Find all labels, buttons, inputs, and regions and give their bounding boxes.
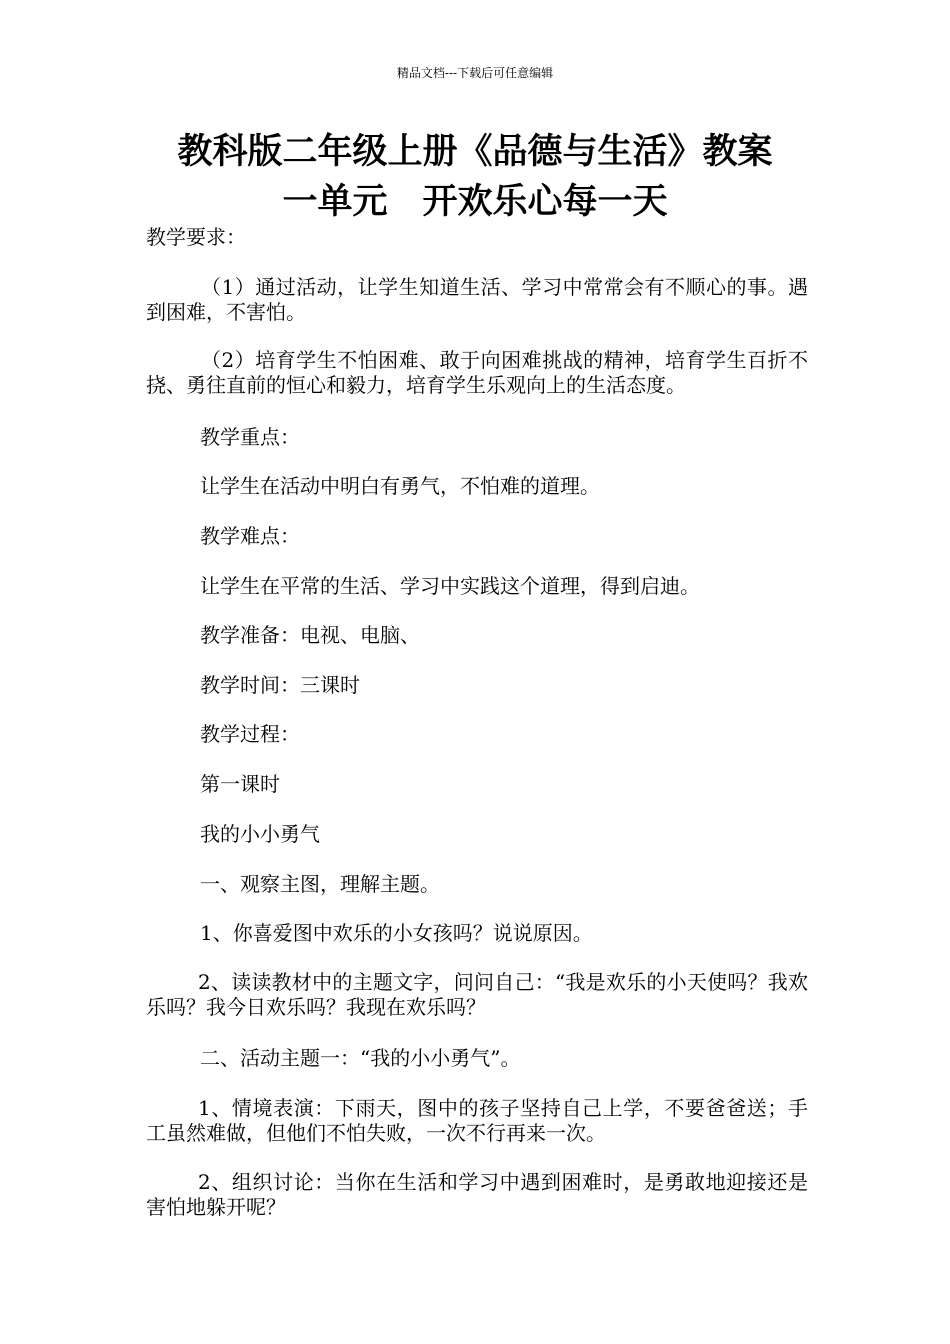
- lesson-heading: 第一课时: [200, 772, 280, 796]
- teaching-process-heading: 教学过程：: [200, 722, 300, 746]
- section-1-heading: 一、观察主图，理解主题。: [200, 872, 440, 896]
- key-points-heading: 教学重点：: [200, 425, 300, 449]
- activity-1: 1、情境表演：下雨天，图中的孩子坚持自己上学，不要爸爸送；手工虽然难做，但他们不怕失败，一次不行再来一次。: [146, 1096, 808, 1145]
- lesson-title: 我的小小勇气: [200, 822, 320, 846]
- difficulties-heading: 教学难点：: [200, 524, 300, 548]
- key-points-text: 让学生在活动中明白有勇气，不怕难的道理。: [200, 474, 600, 498]
- item-2: 2、读读教材中的主题文字，问问自己：“我是欢乐的小天使吗？我欢乐吗？我今日欢乐吗？我现在欢乐吗？: [146, 970, 808, 1019]
- teaching-requirements-heading: 教学要求：: [146, 225, 246, 249]
- section-2-heading: 二、活动主题一：“我的小小勇气”。: [200, 1046, 521, 1070]
- document-title: 教科版二年级上册《品德与生活》教案: [177, 131, 773, 172]
- unit-title: 一单元 开欢乐心每一天: [282, 181, 668, 222]
- requirement-1: （1）通过活动，让学生知道生活、学习中常常会有不顺心的事。遇到困难，不害怕。: [146, 275, 808, 324]
- activity-2: 2、组织讨论：当你在生活和学习中遇到困难时，是勇敢地迎接还是害怕地躲开呢？: [146, 1170, 808, 1219]
- preparation: 教学准备：电视、电脑、: [200, 623, 420, 647]
- item-1: 1、你喜爱图中欢乐的小女孩吗？说说原因。: [200, 921, 593, 945]
- requirement-2: （2）培育学生不怕困难、敢于向困难挑战的精神，培育学生百折不挠、勇往直前的恒心和毅力，培育学生乐观向上的生活态度。: [146, 348, 808, 397]
- difficulties-text: 让学生在平常的生活、学习中实践这个道理，得到启迪。: [200, 574, 700, 598]
- header-note: 精品文档---下载后可任意编辑: [396, 66, 554, 80]
- teaching-time: 教学时间：三课时: [200, 673, 360, 697]
